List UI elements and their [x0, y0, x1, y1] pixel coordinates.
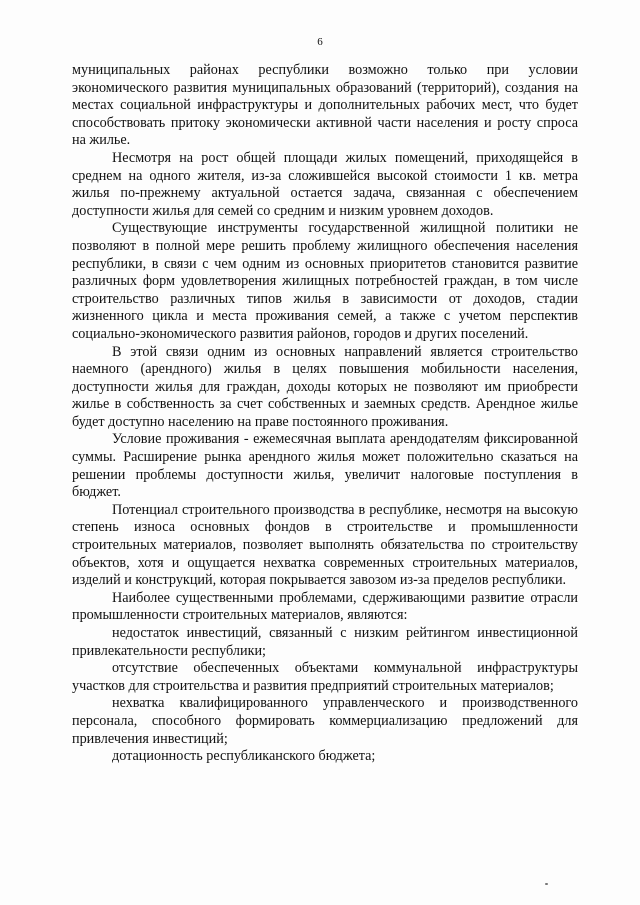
- paragraph: Существующие инструменты государственной жилищной политики не позволяют в полной мере решить проблему жилищного обеспечения населения республики, в связи с чем одним из основных приоритетов становится развитие различных форм удовлетворения жилищных потребностей граждан, в том числе строительство различных типов жилья в зависимости от доходов, стадии жизненного цикла и места проживания семей, а также с учетом перспектив социально-экономического развития районов, городов и других поселений.: [72, 220, 578, 342]
- document-body: [72, 62, 578, 766]
- list-item: недостаток инвестиций, связанный с низким рейтингом инвестиционной привлекательности республики;: [72, 625, 578, 659]
- paragraph: Несмотря на рост общей площади жилых помещений, приходящейся в среднем на одного жителя, из-за сложившейся высокой стоимости 1 кв. метра жилья по-прежнему актуальной остается задача, связанная с обеспечением доступности жилья для семей со средним и низким уровнем доходов.: [72, 149, 578, 219]
- paragraph: Потенциал строительного производства в республике, несмотря на высокую степень износа основных фондов в строительстве и промышленности строительных материалов, позволяет выполнять обязательства по строительству объектов, хотя и ощущается нехватка современных строительных материалов, изделий и конструкций, которая покрывается завозом из-за пределов республики.: [72, 501, 578, 589]
- paragraph: В этой связи одним из основных направлений является строительство наемного (арендного) жилья в целях повышения мобильности населения, доступности жилья для граждан, доходы которых не позволяют им приобрести жилье в собственность за счет собственных и заемных средств. Арендное жилье будет доступно населению на праве постоянного проживания.: [72, 343, 578, 430]
- page-number: 6: [317, 36, 323, 48]
- paragraph: Условие проживания - ежемесячная выплата арендодателям фиксированной суммы. Расширение рынка арендного жилья может положительно сказаться на решении проблемы доступности жилья, увеличит налоговые поступления в бюджет.: [72, 431, 578, 501]
- list-item: дотационность республиканского бюджета;: [112, 748, 376, 765]
- paragraph: муниципальных районах республики возможно только при условии экономического развития муниципальных образований (территорий), создания на местах социальной инфраструктуры и дополнительных рабочих мест, что будет способствовать притоку экономически активной части населения и росту спроса на жилье.: [72, 62, 578, 149]
- paragraph: Наиболее существенными проблемами, сдерживающими развитие отрасли промышленности строительных материалов, являются:: [72, 589, 578, 624]
- list-item: нехватка квалифицированного управленческого и производственного персонала, способного формировать коммерциализацию предложений для привлечения инвестиций;: [72, 695, 578, 747]
- scan-speck: [545, 883, 548, 885]
- list-item: отсутствие обеспеченных объектами коммунальной инфраструктуры участков для строительства и развития предприятий строительных материалов;: [72, 660, 578, 694]
